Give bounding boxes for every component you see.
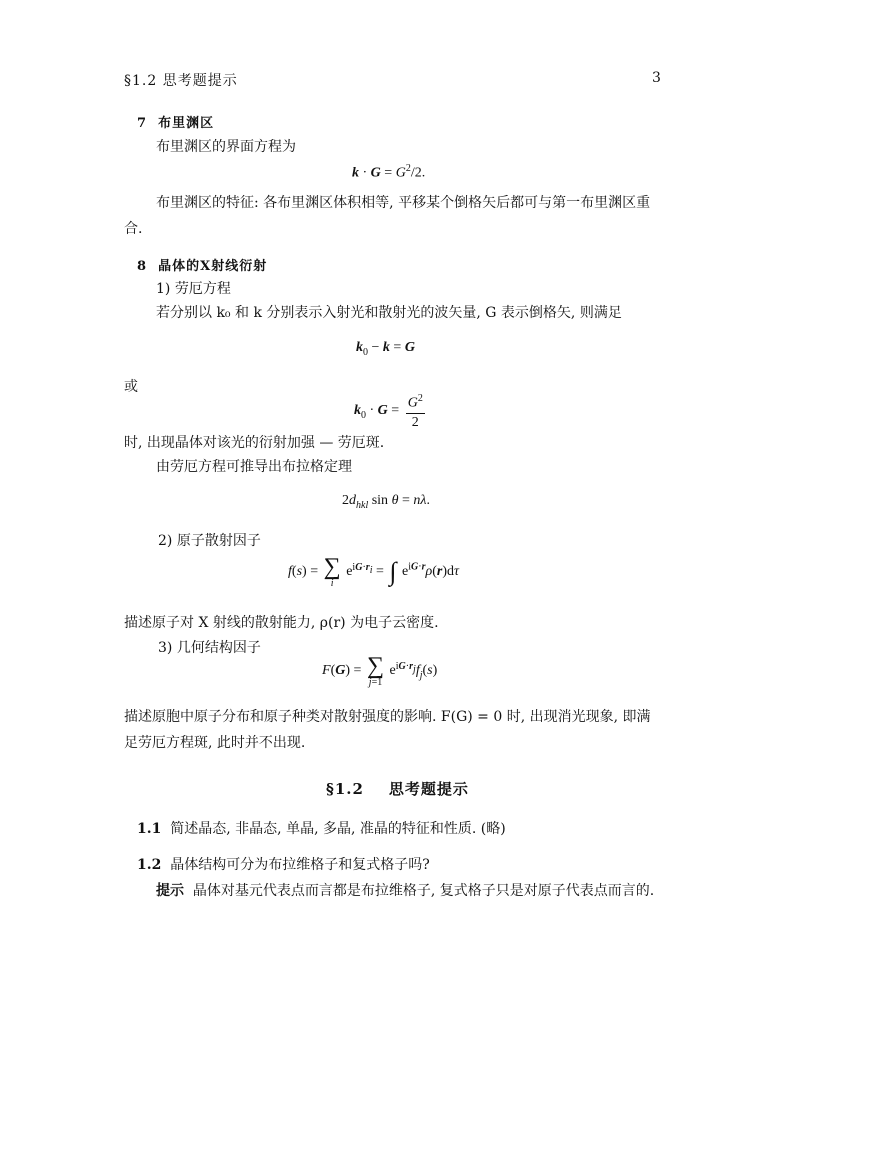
s8-p3: 由劳厄方程可推导出布拉格定理 <box>156 459 352 475</box>
s7-paragraph: 布里渊区的特征: 各布里渊区体积相等, 平移某个倒格矢后都可与第一布里渊区重合. <box>124 195 651 237</box>
s8-p5: 描述原胞中原子分布和原子种类对散射强度的影响. F(G) = 0 时, 出现消光现象, 即满足劳厄方程斑, 此时并不出现. <box>124 709 651 751</box>
page-number: 3 <box>652 70 662 86</box>
heading-7: 7 布里渊区 <box>137 116 215 131</box>
s8-p4: 描述原子对 X 射线的散射能力, ρ(r) 为电子云密度. <box>124 615 439 631</box>
question-1-1: 1.1 简述晶态, 非晶态, 单晶, 多晶, 准晶的特征和性质. (略) <box>137 821 506 837</box>
running-header-left: §1.2 思考题提示 <box>124 73 238 89</box>
s7-intro: 布里渊区的界面方程为 <box>156 139 296 155</box>
subheading-atomic-factor: 2) 原子散射因子 <box>158 533 261 549</box>
equation-laue-2: $k_0 \cdot G$ = $\frac{G^2}{2}$ <box>354 390 425 432</box>
equation-bragg: $2d_{hkl}$ sin θ = nλ. <box>342 493 430 511</box>
question-1-2: 1.2 晶体结构可分为布拉维格子和复式格子吗? <box>137 857 430 873</box>
or-text: 或 <box>124 379 138 395</box>
section-title: §1.2 思考题提示 <box>326 780 469 798</box>
equation-atomic-factor: f(s) = ∑ i $e^{iG\cdot r_i}$ = ∫ $e^{iG\cdot r}\rho(r)d\tau$ <box>288 554 460 589</box>
s8-p2: 时, 出现晶体对该光的衍射加强 — 劳厄斑. <box>124 435 385 451</box>
equation-laue-1: $k_0 - k = G$ <box>356 340 415 358</box>
s8-p1: 若分别以 k₀ 和 k 分别表示入射光和散射光的波矢量, G 表示倒格矢, 则满足 <box>156 305 622 321</box>
equation-structure-factor: F(G) = ∑ j=1 $e^{iG\cdot r_j}f_j(s)$ <box>322 653 438 688</box>
equation-brillouin: $k \cdot G = G^2/2$. <box>352 163 426 181</box>
subheading-laue: 1) 劳厄方程 <box>156 281 231 297</box>
heading-8: 8 晶体的X射线衍射 <box>137 259 268 274</box>
hint-1-2: 提示 晶体对基元代表点而言都是布拉维格子, 复式格子只是对原子代表点而言的. <box>156 883 655 899</box>
subheading-structure-factor: 3) 几何结构因子 <box>158 640 261 656</box>
